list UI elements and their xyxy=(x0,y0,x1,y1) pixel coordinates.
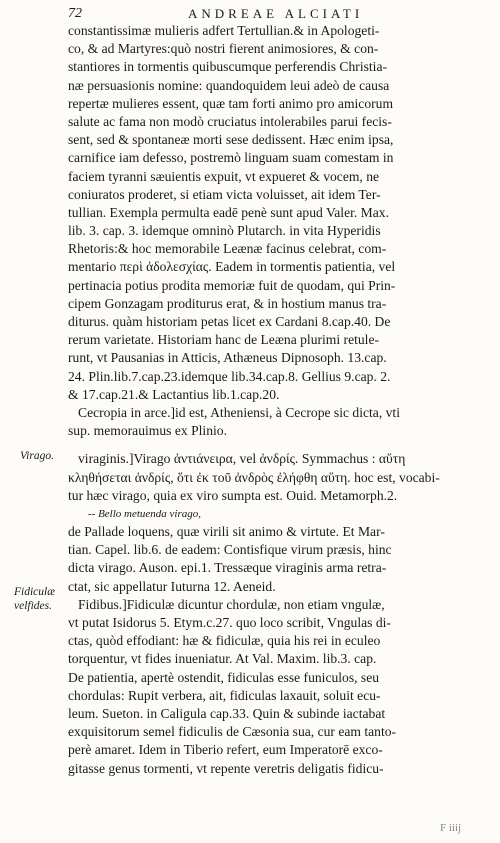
verse-quote: -- Bello metuenda virago, xyxy=(88,507,202,520)
text-line: cipem Gonzagam proditurus erat, & in hostium manus tra- xyxy=(68,295,387,311)
text-line: sup. memorauimus ex Plinio. xyxy=(68,423,227,439)
text-line: vt putat Isidorus 5. Etym.c.27. quo loco scribit, Vngulas di- xyxy=(68,615,391,630)
text-line: exquisitorum semel fidiculis de Cæsonia sua, cur eam tanto- xyxy=(68,724,397,740)
text-line: de Pallade loquens, quæ virili sit animo & virtute. Et Mar- xyxy=(68,524,385,540)
text-line: ctat, sic appellatur Iuturna 12. Aeneid. xyxy=(68,578,276,594)
text-line: stantiores in tormentis quibuscumque perferendis Christia- xyxy=(68,59,388,75)
text-line: tian. Capel. lib.6. de eadem: Contisfique virum præsis, hinc xyxy=(68,542,392,558)
text-line: co, & ad Martyres:quò nostri fierent animosiores, & con- xyxy=(68,41,379,57)
text-line: tullian. Exempla permulta eadē penè sunt apud Valer. Max. xyxy=(68,204,389,220)
text-line: constantissimæ mulieris adfert Tertullian.& in Apologeti- xyxy=(68,23,380,38)
text-line: tur hæc virago, quia ex viro sumpta est. Ouid. Metamorph.2. xyxy=(68,487,398,503)
text-line: dicta virago. Auson. epi.1. Tressæque viraginis arma retra- xyxy=(68,560,387,576)
text-line: 24. Plin.lib.7.cap.23.idemque lib.34.cap.8. Gellius 9.cap. 2. xyxy=(68,368,391,384)
text-line: carnifice iam defesso, postremò linguam suam comestam in xyxy=(68,150,394,166)
text-line: rerum varietate. Historiam hanc de Leæna plurimi retule- xyxy=(68,332,380,348)
text-line: De patientia, apertè ostendit, fidiculas esse funiculos, seu xyxy=(68,669,380,685)
text-line: torquentur, vt fides inueniatur. At Val. Maxim. lib.3. cap. xyxy=(68,651,377,667)
text-line: coniuratos proderet, si etiam victa voluisset, ait idem Ter- xyxy=(68,186,381,202)
text-line: runt, vt Pausanias in Atticis, Athæneus Dipnosoph. 13.cap. xyxy=(68,350,387,366)
text-line: perè amaret. Idem in Tiberio refert, eum Imperatorē exco- xyxy=(68,742,383,758)
margin-note-virago: Virago. xyxy=(20,450,54,462)
text-line: pertinacia potius prodita memoriæ fuit de quodam, qui Prin- xyxy=(68,277,396,293)
text-line: lib. 3. cap. 3. idemque omninò Plutarch. in vita Hyperidis xyxy=(68,223,381,239)
main-text xyxy=(68,22,488,778)
text-line: chordulas: Rupit verbera, ait, fidiculas laxauit, soluit ecu- xyxy=(68,687,381,703)
signature-mark: F iiij xyxy=(440,822,462,834)
page-number: 72 xyxy=(68,6,82,21)
text-line: mentario περὶ ἀδολεσχίας. Eadem in tormentis patientia, vel xyxy=(68,259,396,275)
text-line: sent, sed & spontaneæ morti sese dedissent. Hæc enim ipsa, xyxy=(68,132,394,148)
margin-note-velfides: velfides. xyxy=(14,600,52,612)
margin-note-fidiculae: Fidiculæ xyxy=(14,586,55,598)
text-line: ctas, quòd effodiant: hæ & fidiculæ, quia his rei in eculeo xyxy=(68,633,381,649)
text-line: leum. Sueton. in Caligula cap.33. Quin & subinde iactabat xyxy=(68,705,386,721)
running-title: ANDREAE ALCIATI xyxy=(188,6,364,21)
text-line: & 17.cap.21.& Lactantius lib.1.cap.20. xyxy=(68,386,280,402)
text-line: Fidibus.]Fidiculæ dicuntur chordulæ, non etiam vngulæ, xyxy=(78,596,385,612)
text-line: diturus. quàm historiam petas licet ex Cardani 8.cap.40. De xyxy=(68,314,391,329)
text-line: Cecropia in arce.]id est, Atheniensi, à Cecrope sic dicta, vti xyxy=(78,404,400,420)
text-line: salute ac fama non modò cruciatus intolerabiles parui fecis- xyxy=(68,113,392,129)
text-line: repertæ mulieres essent, quæ tam forti animo pro amicorum xyxy=(68,95,394,111)
spacer xyxy=(68,440,488,450)
text-line: gitasse genus tormenti, vt repente veretris deligatis fidicu- xyxy=(68,760,384,776)
text-line: faciem tyranni sæuientis expuit, vt expueret & vocem, ne xyxy=(68,168,380,184)
text-line: Rhetoris:& hoc memorabile Leænæ facinus celebrat, com- xyxy=(68,241,387,257)
text-line: viraginis.]Virago ἀντιάνειρα, vel ἀνδρίς. Symmachus : αὕτη xyxy=(78,451,406,467)
text-line: κληθήσεται ἀνδρίς, ὅτι ἐκ τοῦ ἀνδρὸς ἐλήφθη αὕτη. hoc est, vocabi- xyxy=(68,469,440,485)
text-line: næ persuasionis nomine: quandoquidem leui adeò de causa xyxy=(68,77,390,93)
